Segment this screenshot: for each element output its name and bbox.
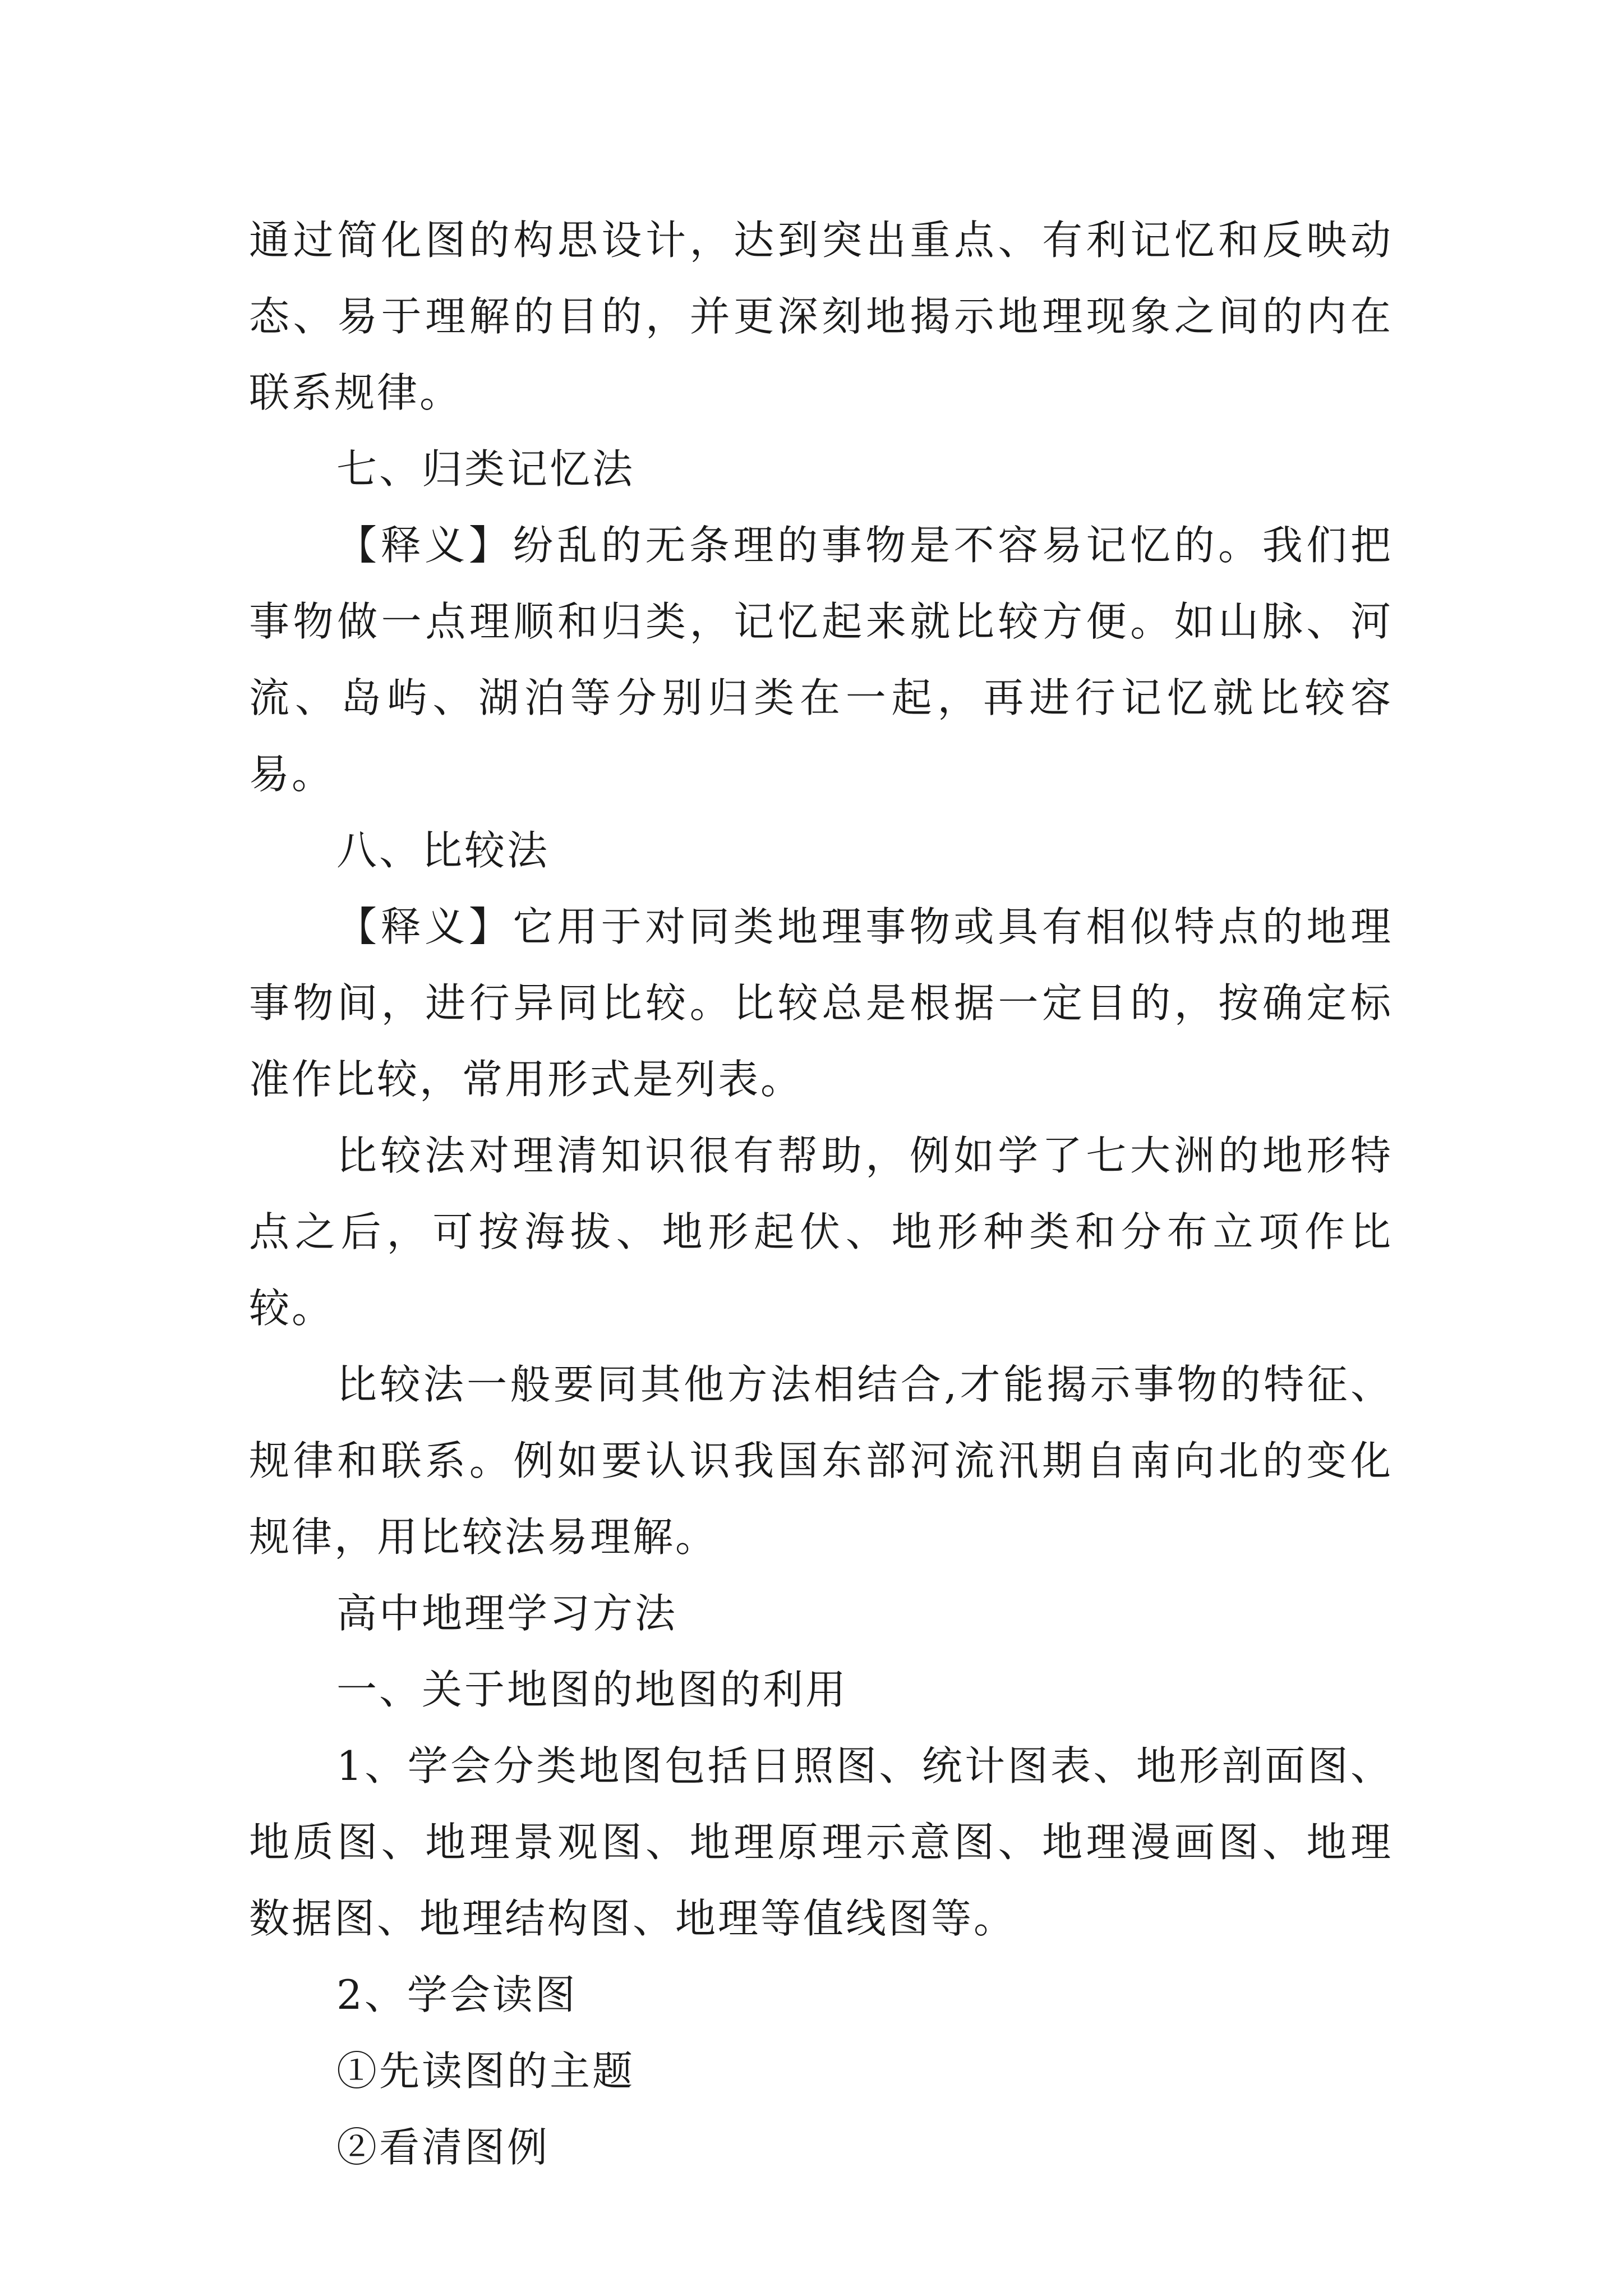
paragraph-simplified-diagram: 通过简化图的构思设计，达到突出重点、有利记忆和反映动态、易于理解的目的，并更深刻地揭示地理现象之间的内在联系规律。 bbox=[249, 217, 1393, 416]
paragraph-comparison-definition: 【释义】它用于对同类地理事物或具有相似特点的地理事物间，进行异同比较。比较总是根据一定目的，按确定标准作比较，常用形式是列表。 bbox=[249, 903, 1393, 1103]
paragraph-comparison-combination: 比较法一般要同其他方法相结合,才能揭示事物的特征、规律和联系。例如要认识我国东部河流汛期自南向北的变化规律，用比较法易理解。 bbox=[249, 1361, 1393, 1561]
list-item-read-legend: ②看清图例 bbox=[336, 2124, 550, 2171]
list-item-read-theme: ①先读图的主题 bbox=[336, 2047, 635, 2095]
heading-study-methods: 高中地理学习方法 bbox=[336, 1590, 678, 1637]
heading-map-usage: 一、关于地图的地图的利用 bbox=[336, 1666, 849, 1713]
heading-map-reading: 2、学会读图 bbox=[336, 1971, 578, 2018]
paragraph-classification-definition: 【释义】纷乱的无条理的事物是不容易记忆的。我们把事物做一点理顺和归类，记忆起来就比较方便。如山脉、河流、岛屿、湖泊等分别归类在一起，再进行记忆就比较容易。 bbox=[249, 522, 1393, 798]
heading-comparison-method: 八、比较法 bbox=[336, 827, 550, 874]
heading-classification-memory: 七、归类记忆法 bbox=[336, 445, 635, 493]
paragraph-map-classification: 1、学会分类地图包括日照图、统计图表、地形剖面图、地质图、地理景观图、地理原理示意图、地理漫画图、地理数据图、地理结构图、地理等值线图等。 bbox=[249, 1742, 1393, 1942]
paragraph-comparison-example: 比较法对理清知识很有帮助，例如学了七大洲的地形特点之后，可按海拔、地形起伏、地形种类和分布立项作比较。 bbox=[249, 1132, 1393, 1332]
document-body bbox=[249, 202, 1393, 2185]
